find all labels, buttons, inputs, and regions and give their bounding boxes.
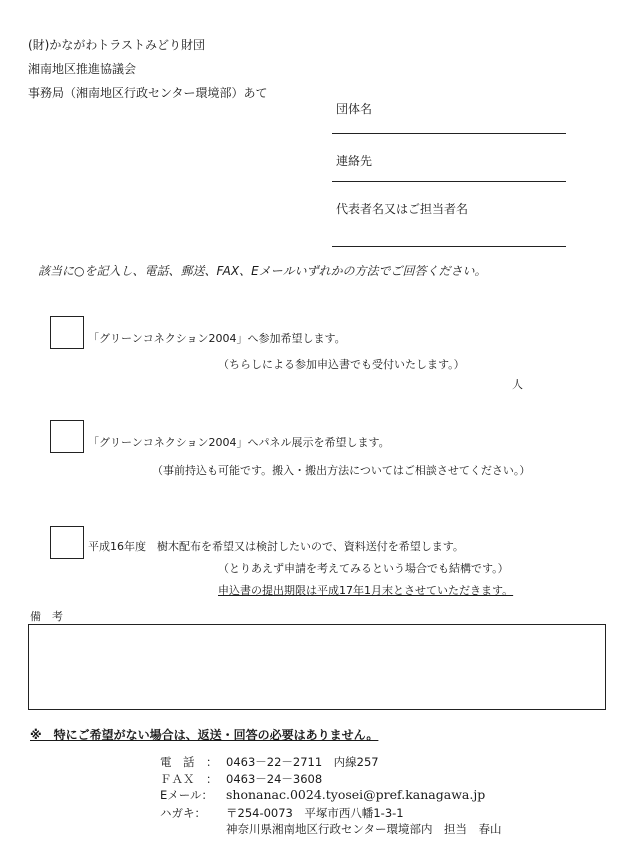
- field-line-group-name[interactable]: [332, 133, 566, 134]
- option-participation-text: 「グリーンコネクション2004」へ参加希望します。: [88, 332, 346, 345]
- contact-phone-row: [160, 754, 379, 770]
- contact-fax-row: [160, 771, 322, 787]
- contact-email-label: Eメール：: [160, 788, 214, 802]
- contact-email-row: [160, 787, 485, 803]
- header-office: 事務局（湘南地区行政センター環境部）あて: [28, 86, 268, 100]
- contact-phone-label: 電 話 ：: [160, 755, 218, 769]
- field-label-group-name: 団体名: [336, 102, 373, 116]
- option-trees-checkbox[interactable]: [50, 526, 84, 559]
- contact-fax-label: ＦＡＸ ：: [160, 772, 218, 786]
- contact-postcard-label: ハガキ：: [160, 806, 206, 820]
- remarks-box[interactable]: [28, 624, 606, 710]
- field-label-contact: 連絡先: [336, 154, 373, 168]
- option-trees-text: 平成16年度 樹木配布を希望又は検討したいので、資料送付を希望します。: [88, 540, 464, 553]
- header-council-name: 湘南地区推進協議会: [28, 62, 137, 76]
- option-panel-note: （事前持込も可能です。搬入・搬出方法についてはご相談させてください。）: [152, 464, 531, 477]
- field-line-representative[interactable]: [332, 246, 566, 247]
- header-org-name: (財)かながわトラストみどり財団: [28, 38, 206, 52]
- contact-phone: 0463－22－2711 内線257: [226, 755, 379, 769]
- option-participation-unit: 人: [512, 378, 523, 391]
- contact-fax: 0463－24－3608: [226, 772, 323, 786]
- option-trees-deadline: 申込書の提出期限は平成17年1月末とさせていただきます。: [218, 584, 514, 597]
- option-panel-text: 「グリーンコネクション2004」へパネル展示を希望します。: [88, 436, 390, 449]
- field-line-contact[interactable]: [332, 181, 566, 182]
- remarks-label: 備 考: [30, 610, 63, 623]
- instructions-text: 該当に○を記入し、電話、郵送、FAX、Eメールいずれかの方法でご回答ください。: [38, 264, 487, 278]
- field-label-representative: 代表者名又はご担当者名: [336, 202, 469, 216]
- contact-address: 〒254-0073 平塚市西八幡1-3-1: [226, 806, 404, 820]
- contact-postcard-row: [160, 805, 404, 821]
- option-participation-checkbox[interactable]: [50, 316, 84, 349]
- contact-email[interactable]: shonanac.0024.tyosei@pref.kanagawa.jp: [226, 787, 486, 802]
- option-panel-checkbox[interactable]: [50, 420, 84, 453]
- option-trees-note: （とりあえず申請を考えてみるという場合でも結構です。）: [218, 562, 509, 575]
- notice-text: ※ 特にご希望がない場合は、返送・回答の必要はありません。: [30, 728, 379, 742]
- contact-department: 神奈川県湘南地区行政センター環境部内 担当 春山: [226, 822, 502, 836]
- option-participation-note: （ちらしによる参加申込書でも受付いたします。）: [218, 358, 465, 371]
